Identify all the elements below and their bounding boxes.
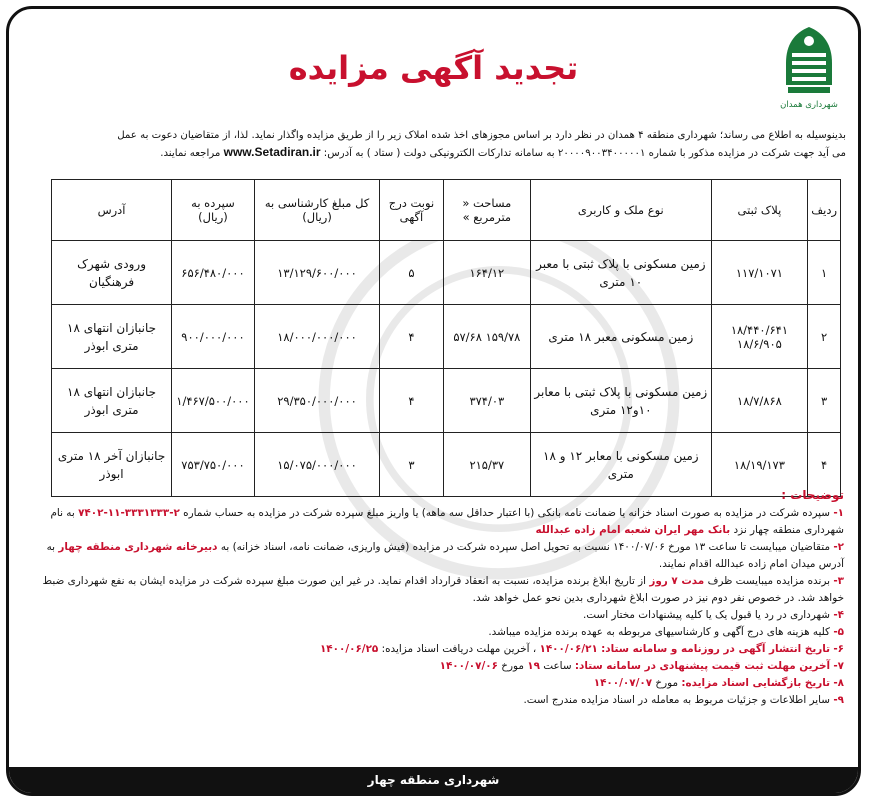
note-1 <box>23 505 844 539</box>
page-title: تجدید آگهی مزایده <box>288 49 579 87</box>
cell-deposit: ۶۵۶/۴۸۰/۰۰۰ <box>172 241 255 305</box>
note-text: مورخ <box>655 677 679 689</box>
col-header-address: آدرس <box>52 180 172 241</box>
cell-plak: ۱۸/۷/۸۶۸ <box>711 369 808 433</box>
intro-paragraph <box>21 127 846 162</box>
note-text: ، آخرین مهلت دریافت اسناد مزایده: <box>381 643 537 655</box>
cell-area: ۳۷۴/۰۳ <box>443 369 530 433</box>
note-9 <box>23 692 844 709</box>
intro-line-2b: مراجعه نمایند. <box>160 148 221 159</box>
note-text: سایر اطلاعات و جزئیات مربوط به معامله در اسناد مزایده مندرج است. <box>523 694 831 706</box>
cell-total: ۱۸/۰۰۰/۰۰۰/۰۰۰ <box>254 305 379 369</box>
note-text: متقاضیان میبایست تا ساعت ۱۳ مورخ ۱۴۰۰/۰۷/۰۶ نسبت به تحویل اصل سپرده شرکت در مزایده (فیش واریزی، ضمانت نامه، اسناد خزانه) به <box>220 541 831 553</box>
cell-index: ۳ <box>808 369 841 433</box>
cell-total: ۱۳/۱۲۹/۶۰۰/۰۰۰ <box>254 241 379 305</box>
note-number: ۹- <box>833 694 844 706</box>
note-number: ۵- <box>833 626 844 638</box>
col-header-index: ردیف <box>808 180 841 241</box>
note-number: ۲- <box>833 541 844 553</box>
note-label: تاریخ انتشار آگهی در روزنامه و سامانه ستاد: <box>601 643 831 655</box>
cell-nobat: ۴ <box>380 305 443 369</box>
note-4 <box>23 607 844 624</box>
col-header-area: مساحت « مترمربع » <box>443 180 530 241</box>
col-header-nobat: نوبت درج آگهی <box>380 180 443 241</box>
cell-total: ۲۹/۳۵۰/۰۰۰/۰۰۰ <box>254 369 379 433</box>
note-number: ۱- <box>833 507 844 519</box>
table-row <box>52 241 841 305</box>
account-number: ۲-۳۳۳۱۳۳۳-۱۱-۷۴۰۲ <box>78 507 180 519</box>
cell-area: ۱۵۹/۷۸ ۵۷/۶۸ <box>443 305 530 369</box>
note-text: مورخ <box>501 660 524 672</box>
cell-plak: ۱۱۷/۱۰۷۱ <box>711 241 808 305</box>
note-6 <box>23 641 844 658</box>
intro-line-1: بدینوسیله به اطلاع می رساند؛ شهرداری منطقه ۴ همدان در نظر دارد بر اساس مجوزهای اخذ شده املاک زیر را از طریق مزایده واگذار نماید. لذا، از متقاضیان دعوت به عمل <box>117 130 846 141</box>
note-5 <box>23 624 844 641</box>
cell-address: جانبازان انتهای ۱۸ متری ابوذر <box>52 305 172 369</box>
cell-total: ۱۵/۰۷۵/۰۰۰/۰۰۰ <box>254 433 379 497</box>
table-header-row <box>52 180 841 241</box>
setadiran-link[interactable]: www.Setadiran.ir <box>223 145 321 159</box>
intro-line-2 <box>21 144 846 162</box>
cell-nobat: ۳ <box>380 433 443 497</box>
note-number: ۷- <box>833 660 844 672</box>
cell-nobat: ۴ <box>380 369 443 433</box>
note-number: ۶- <box>833 643 844 655</box>
notice-frame <box>6 6 861 796</box>
note-text: به نام شهرداری منطقه چهار نزد <box>50 507 844 536</box>
auction-table <box>51 179 841 497</box>
cell-address: ورودی شهرک فرهنگیان <box>52 241 172 305</box>
cell-index: ۱ <box>808 241 841 305</box>
notes-section <box>23 487 844 709</box>
note-text: برنده مزایده میبایست ظرف <box>707 575 831 587</box>
note-text: ساعت <box>543 660 572 672</box>
note-label: تاریخ بازگشایی اسناد مزایده: <box>681 677 831 689</box>
delivery-place: دبیرخانه شهرداری منطقه چهار <box>58 541 218 553</box>
table-row <box>52 305 841 369</box>
cell-type: زمین مسکونی با پلاک ثبتی با معبر ۱۰ متری <box>531 241 712 305</box>
opening-date: ۱۴۰۰/۰۷/۰۷ <box>593 677 653 689</box>
col-header-total: کل مبلغ کارشناسی به (ریال) <box>254 180 379 241</box>
logo-caption: شهرداری همدان <box>780 100 838 110</box>
note-text: سپرده شرکت در مزایده به صورت اسناد خزانه یا ضمانت نامه بانکی (با اعتبار حداقل سه ماهه) یا واریز مبلغ سپرده شرکت در مزایده به حساب شماره <box>183 507 831 519</box>
contract-term: مدت ۷ روز <box>649 575 705 587</box>
publish-date: ۱۴۰۰/۰۶/۲۱ <box>539 643 598 655</box>
note-2 <box>23 539 844 573</box>
cell-type: زمین مسکونی با پلاک ثبتی با معابر ۱۰و۱۲ متری <box>531 369 712 433</box>
cell-nobat: ۵ <box>380 241 443 305</box>
cell-deposit: ۹۰۰/۰۰۰/۰۰۰ <box>172 305 255 369</box>
bank-name: بانک مهر ایران شعبه امام زاده عبدالله <box>535 524 731 536</box>
cell-address: جانبازان آخر ۱۸ متری ابوذر <box>52 433 172 497</box>
note-text: به آدرس میدان امام زاده عبدالله اقدام نمایند. <box>46 541 844 570</box>
note-label: آخرین مهلت ثبت قیمت پیشنهادی در سامانه ستاد: <box>574 660 831 672</box>
col-header-deposit: سپرده به (ریال) <box>172 180 255 241</box>
note-text: کلیه هزینه های درج آگهی و کارشناسیهای مربوطه به عهده برنده مزایده میباشد. <box>488 626 831 638</box>
note-number: ۸- <box>833 677 844 689</box>
cell-index: ۲ <box>808 305 841 369</box>
notes-heading: توضیحات : <box>781 488 844 502</box>
cell-deposit: ۷۵۳/۷۵۰/۰۰۰ <box>172 433 255 497</box>
bid-deadline-date: ۱۴۰۰/۰۷/۰۶ <box>439 660 498 672</box>
cell-area: ۱۶۴/۱۲ <box>443 241 530 305</box>
note-text: از تاریخ ابلاغ برنده مزایده، نسبت به انعقاد قرارداد اقدام نماید. در غیر این صورت مبلغ سپرده شرکت در مزایده ایشان به نفع شهرداری ضبط خواهد شد. در خصوص نفر دوم نیز در صورت ابلاغ شهرداری بدین نحو عمل خواهد شد. <box>42 575 844 604</box>
cell-address: جانبازان انتهای ۱۸ متری ابوذر <box>52 369 172 433</box>
cell-type: زمین مسکونی معبر ۱۸ متری <box>531 305 712 369</box>
intro-line-2a: می آید جهت شرکت در مزایده مذکور با شماره ۲۰۰۰۰۹۰۰۳۴۰۰۰۰۰۱ به سامانه تدارکات الکترونیکی دولت ( ستاد ) به آدرس: <box>323 148 846 159</box>
cell-plak: ۱۸/۱۹/۱۷۳ <box>711 433 808 497</box>
note-3 <box>23 573 844 607</box>
cell-type: زمین مسکونی با معابر ۱۲ و ۱۸ متری <box>531 433 712 497</box>
note-number: ۴- <box>833 609 844 621</box>
footer-bar: شهرداری منطقه چهار <box>9 767 858 793</box>
note-text: شهرداری در رد یا قبول یک یا کلیه پیشنهادات مختار است. <box>583 609 831 621</box>
note-8 <box>23 675 844 692</box>
table-row <box>52 369 841 433</box>
note-7 <box>23 658 844 675</box>
note-number: ۳- <box>833 575 844 587</box>
docs-deadline-date: ۱۴۰۰/۰۶/۲۵ <box>319 643 379 655</box>
cell-index: ۴ <box>808 433 841 497</box>
bid-hour: ۱۹ <box>527 660 540 672</box>
col-header-type: نوع ملک و کاربری <box>531 180 712 241</box>
cell-area: ۲۱۵/۳۷ <box>443 433 530 497</box>
cell-deposit: ۱/۴۶۷/۵۰۰/۰۰۰ <box>172 369 255 433</box>
col-header-plak: پلاک ثبتی <box>711 180 808 241</box>
cell-plak: ۱۸/۴۴۰/۶۴۱ ۱۸/۶/۹۰۵ <box>711 305 808 369</box>
